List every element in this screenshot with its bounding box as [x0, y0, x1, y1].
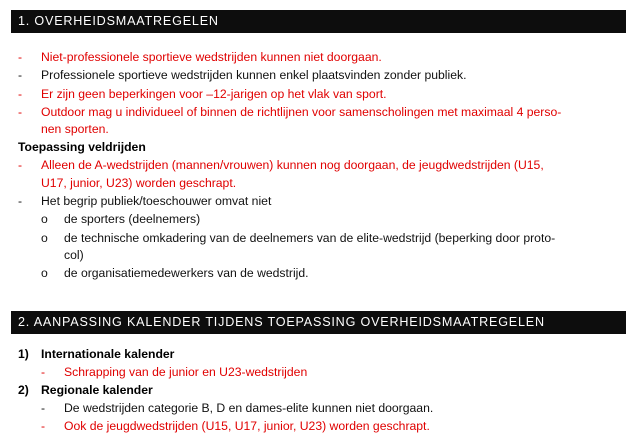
sub-bullet-text: de technische omkadering van de deelnemers van de elite-wedstrijd (beperking door proto-: [64, 231, 556, 245]
bullet-text: Professionele sportieve wedstrijden kunnen enkel plaatsvinden zonder publiek.: [41, 68, 467, 82]
sub-bullet-marker: o: [41, 212, 48, 226]
list-number: 2): [18, 383, 29, 397]
bullet-marker: -: [18, 194, 23, 208]
bullet-marker: -: [41, 401, 46, 415]
list-title-internationale: Internationale kalender: [41, 347, 175, 361]
sub-bullet-text-continuation: col): [64, 248, 84, 262]
bullet-text: De wedstrijden categorie B, D en dames-elite kunnen niet doorgaan.: [64, 401, 434, 415]
bullet-text: Ook de jeugdwedstrijden (U15, U17, junior, U23) worden geschrapt.: [64, 419, 430, 433]
bullet-text-continuation: nen sporten.: [41, 122, 109, 136]
sub-bullet-text: de organisatiemedewerkers van de wedstrijd.: [64, 266, 309, 280]
bullet-text-continuation: U17, junior, U23) worden geschrapt.: [41, 176, 237, 190]
bullet-text: Outdoor mag u individueel of binnen de richtlijnen voor samenscholingen met maximaal 4 perso-: [41, 105, 562, 119]
bullet-marker: -: [41, 365, 46, 379]
bullet-marker: -: [41, 419, 46, 433]
bullet-marker: -: [18, 50, 23, 64]
bullet-text: Het begrip publiek/toeschouwer omvat niet: [41, 194, 272, 208]
subheading-toepassing: Toepassing veldrijden: [18, 140, 146, 154]
list-title-regionale: Regionale kalender: [41, 383, 153, 397]
bullet-marker: -: [18, 87, 23, 101]
section-2-header: 2. AANPASSING KALENDER TIJDENS TOEPASSING OVERHEIDSMAATREGELEN: [11, 311, 626, 334]
bullet-marker: -: [18, 158, 23, 172]
bullet-text: Schrapping van de junior en U23-wedstrijden: [64, 365, 308, 379]
bullet-text: Er zijn geen beperkingen voor –12-jarigen op het vlak van sport.: [41, 87, 387, 101]
bullet-text: Niet-professionele sportieve wedstrijden kunnen niet doorgaan.: [41, 50, 382, 64]
list-number: 1): [18, 347, 29, 361]
sub-bullet-marker: o: [41, 266, 48, 280]
section-1-header: 1. OVERHEIDSMAATREGELEN: [11, 10, 626, 33]
sub-bullet-marker: o: [41, 231, 48, 245]
bullet-text: Alleen de A-wedstrijden (mannen/vrouwen) kunnen nog doorgaan, de jeugdwedstrijden (U15,: [41, 158, 544, 172]
sub-bullet-text: de sporters (deelnemers): [64, 212, 201, 226]
bullet-marker: -: [18, 68, 23, 82]
bullet-marker: -: [18, 105, 23, 119]
